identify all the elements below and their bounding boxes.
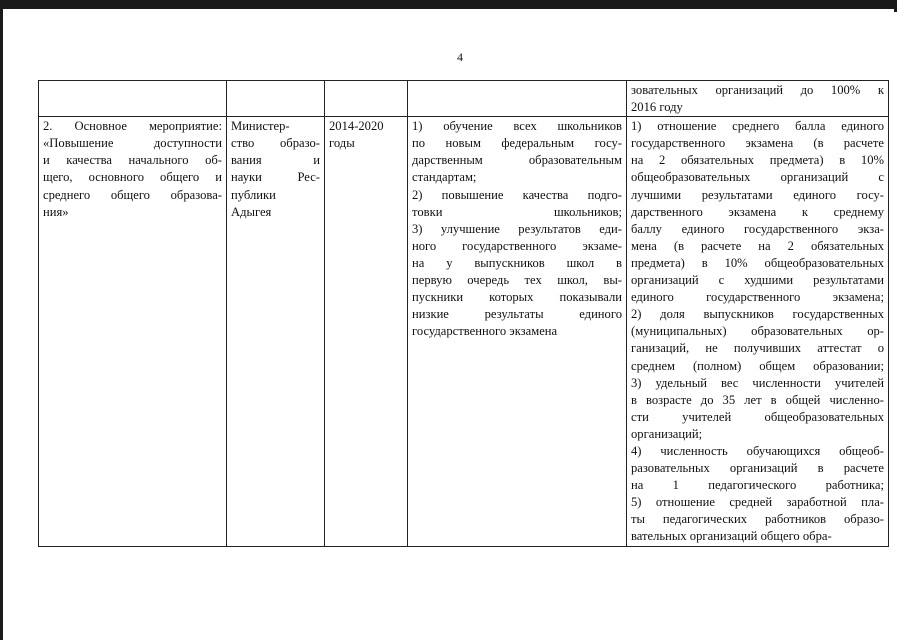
text-line: 1) обучение всех школьников	[412, 119, 622, 134]
program-table	[38, 80, 889, 547]
text-line: стандартам;	[412, 170, 477, 185]
text-line: государственного экзамена (в расчете	[631, 136, 884, 151]
cell-lines	[231, 118, 320, 221]
page-top-border	[0, 0, 897, 9]
text-line: дарственным образовательным	[412, 153, 622, 168]
table-row	[39, 81, 889, 117]
text-line: 3) улучшение результатов еди-	[412, 221, 622, 236]
text-line: ство образо-	[231, 136, 320, 151]
text-line: организаций с худшими результатами	[631, 273, 884, 288]
text-line: науки Рес-	[231, 170, 320, 185]
text-line: мена (в расчете на 2 обязательных	[631, 238, 884, 253]
text-line: вания и	[231, 153, 320, 168]
text-line: разовательных организаций в расчете	[631, 461, 884, 476]
cell-lines	[412, 118, 622, 340]
text-line: среднего общего образова-	[43, 187, 222, 202]
cell-empty	[325, 81, 408, 117]
text-line: сти учителей общеобразовательных	[631, 409, 884, 424]
text-line: на 1 педагогического работника;	[631, 478, 884, 493]
cell-executor	[227, 117, 325, 546]
cell-empty	[39, 81, 227, 117]
text-line: Адыгея	[231, 204, 272, 219]
cell-measure-name	[39, 117, 227, 546]
text-line: общеобразовательных организаций с	[631, 170, 884, 185]
cell-expected-results	[408, 117, 627, 546]
text-line: 2. Основное мероприятие:	[43, 119, 222, 134]
text-line: единого государственного экзамена;	[631, 290, 884, 305]
table-row	[39, 117, 889, 546]
text-line: (муниципальных) образовательных ор-	[631, 324, 884, 339]
text-line: годы	[329, 136, 355, 151]
text-line: 2014-2020	[329, 119, 384, 134]
text-line: ния»	[43, 204, 69, 219]
text-line: вательных организаций общего обра-	[631, 529, 832, 544]
cell-indicators	[627, 117, 889, 546]
text-line: 1) отношение среднего балла единого	[631, 119, 884, 134]
text-line: 2) повышение качества подго-	[412, 187, 622, 202]
text-line: государственного экзамена	[412, 324, 558, 339]
cell-lines	[631, 118, 884, 545]
text-line: 5) отношение средней заработной пла-	[631, 495, 884, 510]
text-line: в возрасте до 35 лет в общей численно-	[631, 392, 884, 407]
cell-lines	[329, 118, 403, 152]
cell-indicators-continued	[627, 81, 889, 117]
text-line: первую очередь тех школ, вы-	[412, 273, 622, 288]
text-line: товки школьников;	[412, 204, 622, 219]
text-line: публики	[231, 187, 276, 202]
text-line: 2016 году	[631, 100, 683, 115]
text-line: «Повышение доступности	[43, 136, 222, 151]
text-line: пускники которых показывали	[412, 290, 622, 305]
text-line: щего, основного общего и	[43, 170, 222, 185]
cell-lines	[631, 82, 884, 116]
text-line: Министер-	[231, 119, 290, 134]
text-line: по новым федеральным госу-	[412, 136, 622, 151]
text-line: дарственного экзамена к среднему	[631, 204, 884, 219]
text-line: среднем (полном) общем образовании;	[631, 358, 884, 373]
text-line: лучшими результатами единого госу-	[631, 187, 884, 202]
text-line: баллу единого государственного экза-	[631, 221, 884, 236]
text-line: 2) доля выпускников государственных	[631, 307, 884, 322]
text-line: ганизаций, не получивших аттестат о	[631, 341, 884, 356]
page-right-border	[894, 0, 897, 12]
text-line: зовательных организаций до 100% к	[631, 83, 884, 97]
page-number: 4	[457, 50, 463, 64]
text-line: низкие результаты единого	[412, 307, 622, 322]
text-line: ты педагогических работников образо-	[631, 512, 884, 527]
text-line: на у выпускников школ в	[412, 255, 622, 270]
cell-lines	[43, 118, 222, 221]
cell-empty	[227, 81, 325, 117]
text-line: предмета) в 10% общеобразовательных	[631, 255, 884, 270]
text-line: ного государственного экзаме-	[412, 238, 622, 253]
text-line: 4) численность обучающихся общеоб-	[631, 443, 884, 458]
page-left-border	[0, 0, 3, 640]
text-line: 3) удельный вес численности учителей	[631, 375, 884, 390]
cell-period	[325, 117, 408, 546]
cell-empty	[408, 81, 627, 117]
text-line: организаций;	[631, 426, 703, 441]
text-line: и качества начального об-	[43, 153, 222, 168]
text-line: на 2 обязательных предмета) в 10%	[631, 153, 884, 168]
